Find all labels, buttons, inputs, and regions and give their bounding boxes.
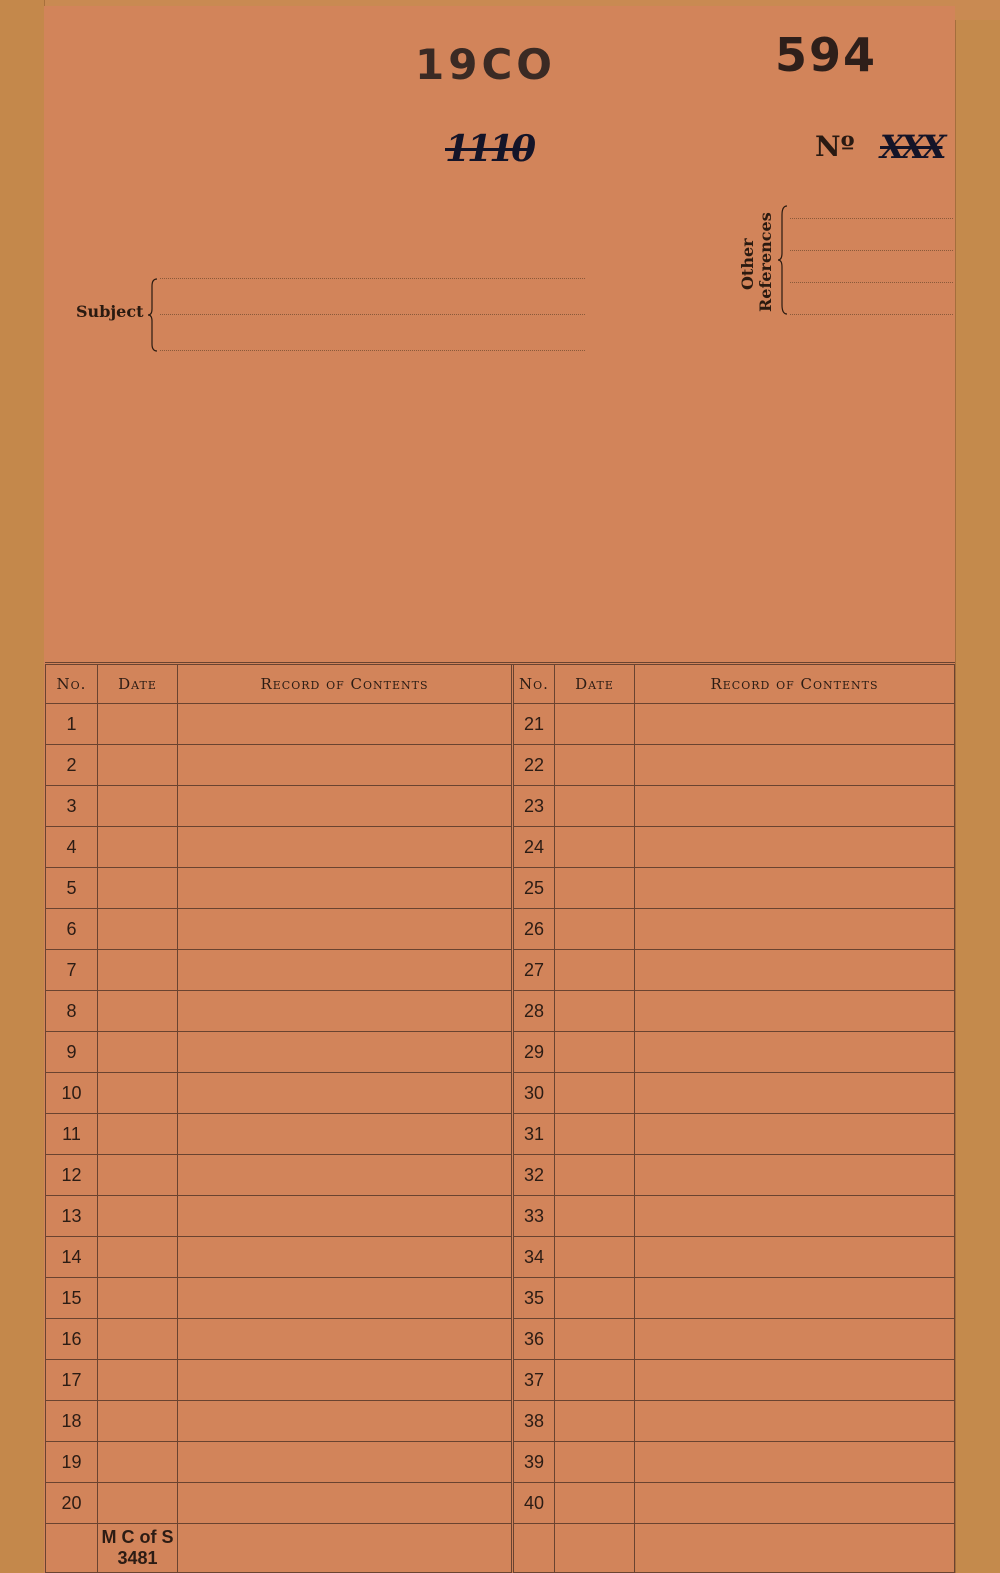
struck-handwritten-number-left: 1110	[445, 128, 534, 170]
record-cell-left	[178, 1442, 513, 1483]
record-of-contents-table	[45, 662, 955, 1573]
record-cell-right	[635, 1114, 955, 1155]
date-cell-left	[98, 868, 178, 909]
row-number-right: 25	[513, 868, 555, 909]
row-number-right: 27	[513, 950, 555, 991]
date-cell-left	[98, 1442, 178, 1483]
row-number-right: 36	[513, 1319, 555, 1360]
footer-blank-4	[555, 1524, 635, 1573]
date-cell-right	[555, 1483, 635, 1524]
table-row	[46, 1032, 955, 1073]
year-stamp: 19CO	[415, 40, 556, 89]
record-cell-right	[635, 745, 955, 786]
date-cell-right	[555, 1032, 635, 1073]
date-cell-left	[98, 1155, 178, 1196]
right-spine	[955, 20, 1000, 1573]
date-cell-left	[98, 1401, 178, 1442]
record-cell-left	[178, 704, 513, 745]
record-cell-left	[178, 1155, 513, 1196]
struck-handwritten-number-right: XXX	[880, 128, 943, 166]
row-number-right: 28	[513, 991, 555, 1032]
table-row	[46, 827, 955, 868]
row-number-left: 6	[46, 909, 98, 950]
header-date-right: Date	[555, 664, 635, 704]
subject-brace-icon	[148, 278, 158, 352]
date-cell-right	[555, 868, 635, 909]
record-cell-right	[635, 704, 955, 745]
record-cell-right	[635, 1401, 955, 1442]
date-cell-right	[555, 950, 635, 991]
date-cell-right	[555, 1237, 635, 1278]
other-references-line-c	[790, 282, 953, 283]
date-cell-left	[98, 745, 178, 786]
header-no-left: No.	[46, 664, 98, 704]
row-number-left: 20	[46, 1483, 98, 1524]
subject-line-3	[160, 350, 585, 351]
row-number-left: 2	[46, 745, 98, 786]
row-number-left: 11	[46, 1114, 98, 1155]
date-cell-left	[98, 1278, 178, 1319]
date-cell-right	[555, 1442, 635, 1483]
table-row	[46, 868, 955, 909]
other-references-line-a	[790, 218, 953, 219]
date-cell-left	[98, 704, 178, 745]
table-row	[46, 950, 955, 991]
record-cell-left	[178, 786, 513, 827]
record-cell-left	[178, 827, 513, 868]
other-references-line-d	[790, 314, 953, 315]
record-cell-left	[178, 909, 513, 950]
record-cell-right	[635, 1278, 955, 1319]
record-cell-left	[178, 1319, 513, 1360]
table-header-row	[46, 664, 955, 704]
row-number-right: 32	[513, 1155, 555, 1196]
row-number-right: 35	[513, 1278, 555, 1319]
other-references-line1: Other	[738, 238, 757, 290]
row-number-left: 19	[46, 1442, 98, 1483]
date-cell-right	[555, 1114, 635, 1155]
record-cell-right	[635, 786, 955, 827]
date-cell-left	[98, 1114, 178, 1155]
row-number-left: 9	[46, 1032, 98, 1073]
date-cell-right	[555, 909, 635, 950]
other-references-line2: References	[756, 212, 775, 312]
header-date-left: Date	[98, 664, 178, 704]
date-cell-left	[98, 1196, 178, 1237]
table-row	[46, 1196, 955, 1237]
row-number-right: 26	[513, 909, 555, 950]
form-code: M C of S 3481	[98, 1524, 178, 1573]
record-cell-left	[178, 991, 513, 1032]
row-number-left: 15	[46, 1278, 98, 1319]
table-row	[46, 1278, 955, 1319]
date-cell-right	[555, 1319, 635, 1360]
footer-blank-5	[635, 1524, 955, 1573]
record-cell-right	[635, 950, 955, 991]
record-cell-left	[178, 950, 513, 991]
left-spine	[0, 0, 45, 1573]
table-row	[46, 745, 955, 786]
date-cell-left	[98, 1032, 178, 1073]
record-cell-right	[635, 1237, 955, 1278]
record-cell-left	[178, 868, 513, 909]
table-row	[46, 991, 955, 1032]
date-cell-right	[555, 991, 635, 1032]
row-number-left: 10	[46, 1073, 98, 1114]
row-number-left: 12	[46, 1155, 98, 1196]
row-number-left: 4	[46, 827, 98, 868]
other-references-brace-icon	[778, 205, 788, 315]
date-cell-left	[98, 827, 178, 868]
record-cell-right	[635, 1032, 955, 1073]
table-row	[46, 1442, 955, 1483]
table-row	[46, 1319, 955, 1360]
record-cell-left	[178, 1114, 513, 1155]
row-number-left: 18	[46, 1401, 98, 1442]
date-cell-right	[555, 1073, 635, 1114]
table-body	[46, 704, 955, 1573]
record-cell-left	[178, 1360, 513, 1401]
date-cell-right	[555, 827, 635, 868]
date-cell-right	[555, 1401, 635, 1442]
date-cell-left	[98, 1319, 178, 1360]
date-cell-left	[98, 1483, 178, 1524]
table-row	[46, 909, 955, 950]
subject-label: Subject	[76, 302, 144, 321]
table-row	[46, 1360, 955, 1401]
other-references-lines	[790, 218, 953, 318]
date-cell-right	[555, 745, 635, 786]
row-number-right: 24	[513, 827, 555, 868]
row-number-right: 37	[513, 1360, 555, 1401]
row-number-left: 1	[46, 704, 98, 745]
record-cell-left	[178, 1401, 513, 1442]
other-references-label	[728, 205, 778, 315]
date-cell-right	[555, 786, 635, 827]
row-number-left: 13	[46, 1196, 98, 1237]
header-record-right: Record of Contents	[635, 664, 955, 704]
subject-line-1	[160, 278, 585, 279]
record-cell-left	[178, 1196, 513, 1237]
record-cell-right	[635, 1196, 955, 1237]
record-cell-left	[178, 1073, 513, 1114]
record-cell-right	[635, 868, 955, 909]
footer-blank-1	[46, 1524, 98, 1573]
row-number-left: 17	[46, 1360, 98, 1401]
record-cell-right	[635, 1442, 955, 1483]
footer-blank-3	[513, 1524, 555, 1573]
row-number-right: 29	[513, 1032, 555, 1073]
row-number-left: 16	[46, 1319, 98, 1360]
record-cell-left	[178, 1032, 513, 1073]
row-number-left: 5	[46, 868, 98, 909]
subject-line-2	[160, 314, 585, 315]
record-cell-right	[635, 1360, 955, 1401]
record-cell-right	[635, 909, 955, 950]
table-row	[46, 1073, 955, 1114]
footer-blank-2	[178, 1524, 513, 1573]
table-row	[46, 1401, 955, 1442]
row-number-right: 34	[513, 1237, 555, 1278]
row-number-left: 3	[46, 786, 98, 827]
row-number-right: 40	[513, 1483, 555, 1524]
date-cell-left	[98, 1237, 178, 1278]
file-number-stamp: 594	[775, 28, 878, 82]
date-cell-left	[98, 1360, 178, 1401]
date-cell-right	[555, 1360, 635, 1401]
header-no-right: No.	[513, 664, 555, 704]
record-cell-right	[635, 1073, 955, 1114]
number-label: Nº	[815, 130, 855, 163]
record-cell-left	[178, 1237, 513, 1278]
row-number-right: 21	[513, 704, 555, 745]
date-cell-right	[555, 1278, 635, 1319]
table-row	[46, 704, 955, 745]
row-number-right: 23	[513, 786, 555, 827]
table-row	[46, 1483, 955, 1524]
record-cell-left	[178, 1278, 513, 1319]
table-row	[46, 786, 955, 827]
record-cell-right	[635, 1155, 955, 1196]
other-references-line-b	[790, 250, 953, 251]
row-number-left: 14	[46, 1237, 98, 1278]
date-cell-right	[555, 1155, 635, 1196]
row-number-left: 8	[46, 991, 98, 1032]
record-cell-left	[178, 745, 513, 786]
table-row	[46, 1237, 955, 1278]
record-cell-right	[635, 1319, 955, 1360]
row-number-right: 31	[513, 1114, 555, 1155]
table-row	[46, 1114, 955, 1155]
table-row	[46, 1155, 955, 1196]
table-footer-row	[46, 1524, 955, 1573]
header-record-left: Record of Contents	[178, 664, 513, 704]
record-cell-left	[178, 1483, 513, 1524]
date-cell-right	[555, 1196, 635, 1237]
date-cell-left	[98, 909, 178, 950]
row-number-right: 39	[513, 1442, 555, 1483]
row-number-left: 7	[46, 950, 98, 991]
record-cell-right	[635, 991, 955, 1032]
row-number-right: 22	[513, 745, 555, 786]
date-cell-left	[98, 786, 178, 827]
subject-lines	[160, 278, 585, 352]
record-cell-right	[635, 827, 955, 868]
date-cell-left	[98, 991, 178, 1032]
record-cell-right	[635, 1483, 955, 1524]
date-cell-left	[98, 1073, 178, 1114]
row-number-right: 33	[513, 1196, 555, 1237]
row-number-right: 38	[513, 1401, 555, 1442]
row-number-right: 30	[513, 1073, 555, 1114]
date-cell-left	[98, 950, 178, 991]
date-cell-right	[555, 704, 635, 745]
